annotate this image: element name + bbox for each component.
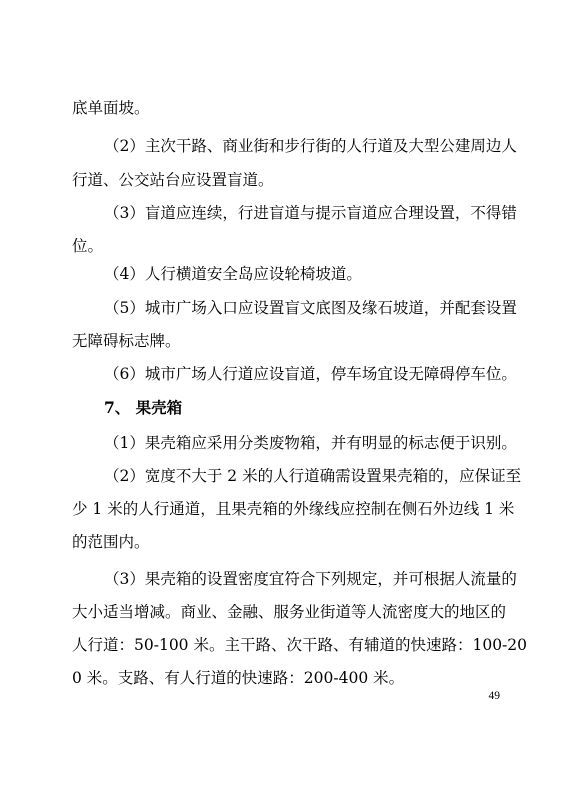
- text-line-12: （2）宽度不大于 2 米的人行道确需设置果壳箱的，应保证至: [104, 467, 522, 485]
- section-heading-7: 7、 果壳箱: [104, 398, 183, 417]
- text-line-5: 位。: [72, 237, 104, 255]
- page-number: 49: [488, 690, 500, 702]
- text-line-13: 少 1 米的人行通道，且果壳箱的外缘线应控制在侧石外边线 1 米: [72, 500, 515, 518]
- text-line-3: 行道、公交站台应设置盲道。: [72, 171, 274, 189]
- text-line-16: 大小适当增减。商业、金融、服务业街道等人流密度大的地区的: [72, 603, 507, 621]
- text-line-11: （1）果壳箱应采用分类废物箱，并有明显的标志便于识别。: [104, 434, 517, 452]
- text-line-9: （6）城市广场人行道应设盲道，停车场宜设无障碍停车位。: [104, 365, 517, 383]
- text-line-6: （4）人行横道安全岛应设轮椅坡道。: [104, 265, 362, 283]
- text-line-14: 的范围内。: [72, 533, 150, 551]
- text-line-17: 人行道：50-100 米。主干路、次干路、有辅道的快速路：100-20: [72, 636, 528, 654]
- text-line-8: 无障碍标志牌。: [72, 332, 181, 350]
- text-line-7: （5）城市广场入口应设置盲文底图及缘石坡道，并配套设置: [104, 299, 517, 317]
- text-line-1: 底单面坡。: [72, 99, 150, 117]
- text-line-15: （3）果壳箱的设置密度宜符合下列规定，并可根据人流量的: [104, 570, 517, 588]
- text-line-18: 0 米。支路、有人行道的快速路：200-400 米。: [72, 669, 405, 687]
- text-line-4: （3）盲道应连续，行进盲道与提示盲道应合理设置，不得错: [104, 204, 517, 222]
- text-line-2: （2）主次干路、商业街和步行街的人行道及大型公建周边人: [104, 137, 517, 155]
